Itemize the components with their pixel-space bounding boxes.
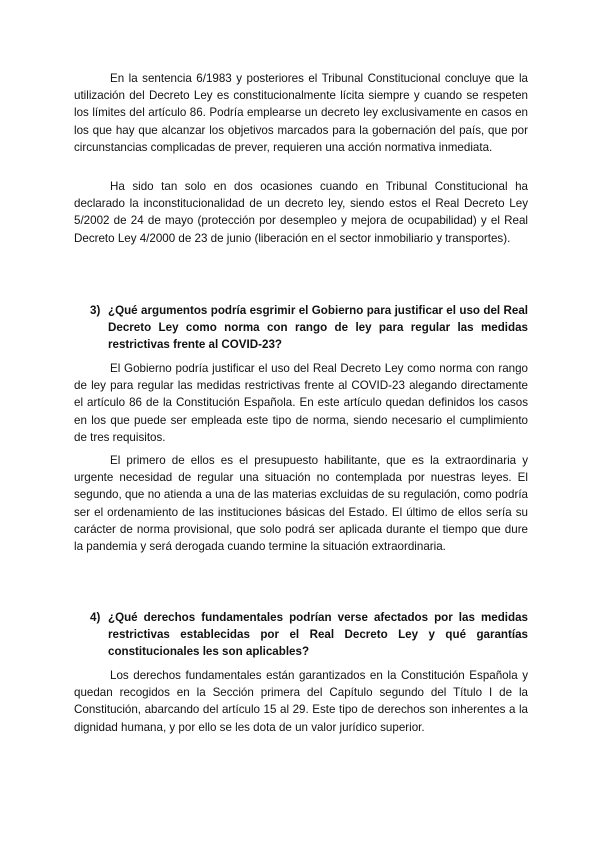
question-number: 4)	[90, 611, 101, 624]
body-paragraph: El Gobierno podría justificar el uso del Real Decreto Ley como norma con rango de ley para regular las medidas restrictivas frente al COVID-23 alegando directamente el artículo 86 de la Constitución Española. En este artículo quedan definidos los casos en los que puede ser empleada este tipo de norma, siendo necesario el cumplimiento de tres requisitos.	[74, 362, 528, 444]
body-paragraph: Los derechos fundamentales están garantizados en la Constitución Española y quedan recogidos en la Sección primera del Capítulo segundo del Título I de la Constitución, abarcando del artículo 15 al 29. Este tipo de derechos son inherentes a la dignidad humana, y por ello se les dota de un valor jurídico superior.	[74, 669, 528, 734]
question-text: ¿Qué argumentos podría esgrimir el Gobierno para justificar el uso del Real Decreto Ley como norma con rango de ley para regular las medidas restrictivas frente al COVID-23?	[108, 304, 528, 352]
body-paragraph: El primero de ellos es el presupuesto habilitante, que es la extraordinaria y urgente necesidad de regular una situación no contemplada por nuestras leyes. El segundo, que no atienda a una de las materias excluidas de su regulación, como podría ser el ordenamiento de las instituciones básicas del Estado. El último de ellos sería su carácter de norma provisional, que solo podrá ser aplicada durante el tiempo que dure la pandemia y será derogada cuando termine la situación extraordinaria.	[74, 454, 528, 554]
question-heading	[74, 609, 528, 661]
question-text: ¿Qué derechos fundamentales podrían verse afectados por las medidas restrictivas establecidas por el Real Decreto Ley y qué garantías constitucionales les son aplicables?	[108, 611, 528, 659]
question-heading	[74, 302, 528, 354]
body-paragraph: En la sentencia 6/1983 y posteriores el Tribunal Constitucional concluye que la utilización del Decreto Ley es constitucionalmente lícita siempre y cuando se respeten los límites del artículo 86. Podría emplearse un decreto ley exclusivamente en casos en los que hay que alcanzar los objetivos marcados para la gobernación del país, que por circunstancias complicadas de prever, requieren una acción normativa inmediata.	[74, 72, 528, 154]
body-paragraph: Ha sido tan solo en dos ocasiones cuando en Tribunal Constitucional ha declarado la inconstitucionalidad de un decreto ley, siendo estos el Real Decreto Ley 5/2002 de 24 de mayo (protección por desempleo y mejora de ocupabilidad) y el Real Decreto Ley 4/2000 de 23 de junio (liberación en el sector inmobiliario y transportes).	[74, 180, 528, 245]
question-number: 3)	[90, 304, 101, 317]
